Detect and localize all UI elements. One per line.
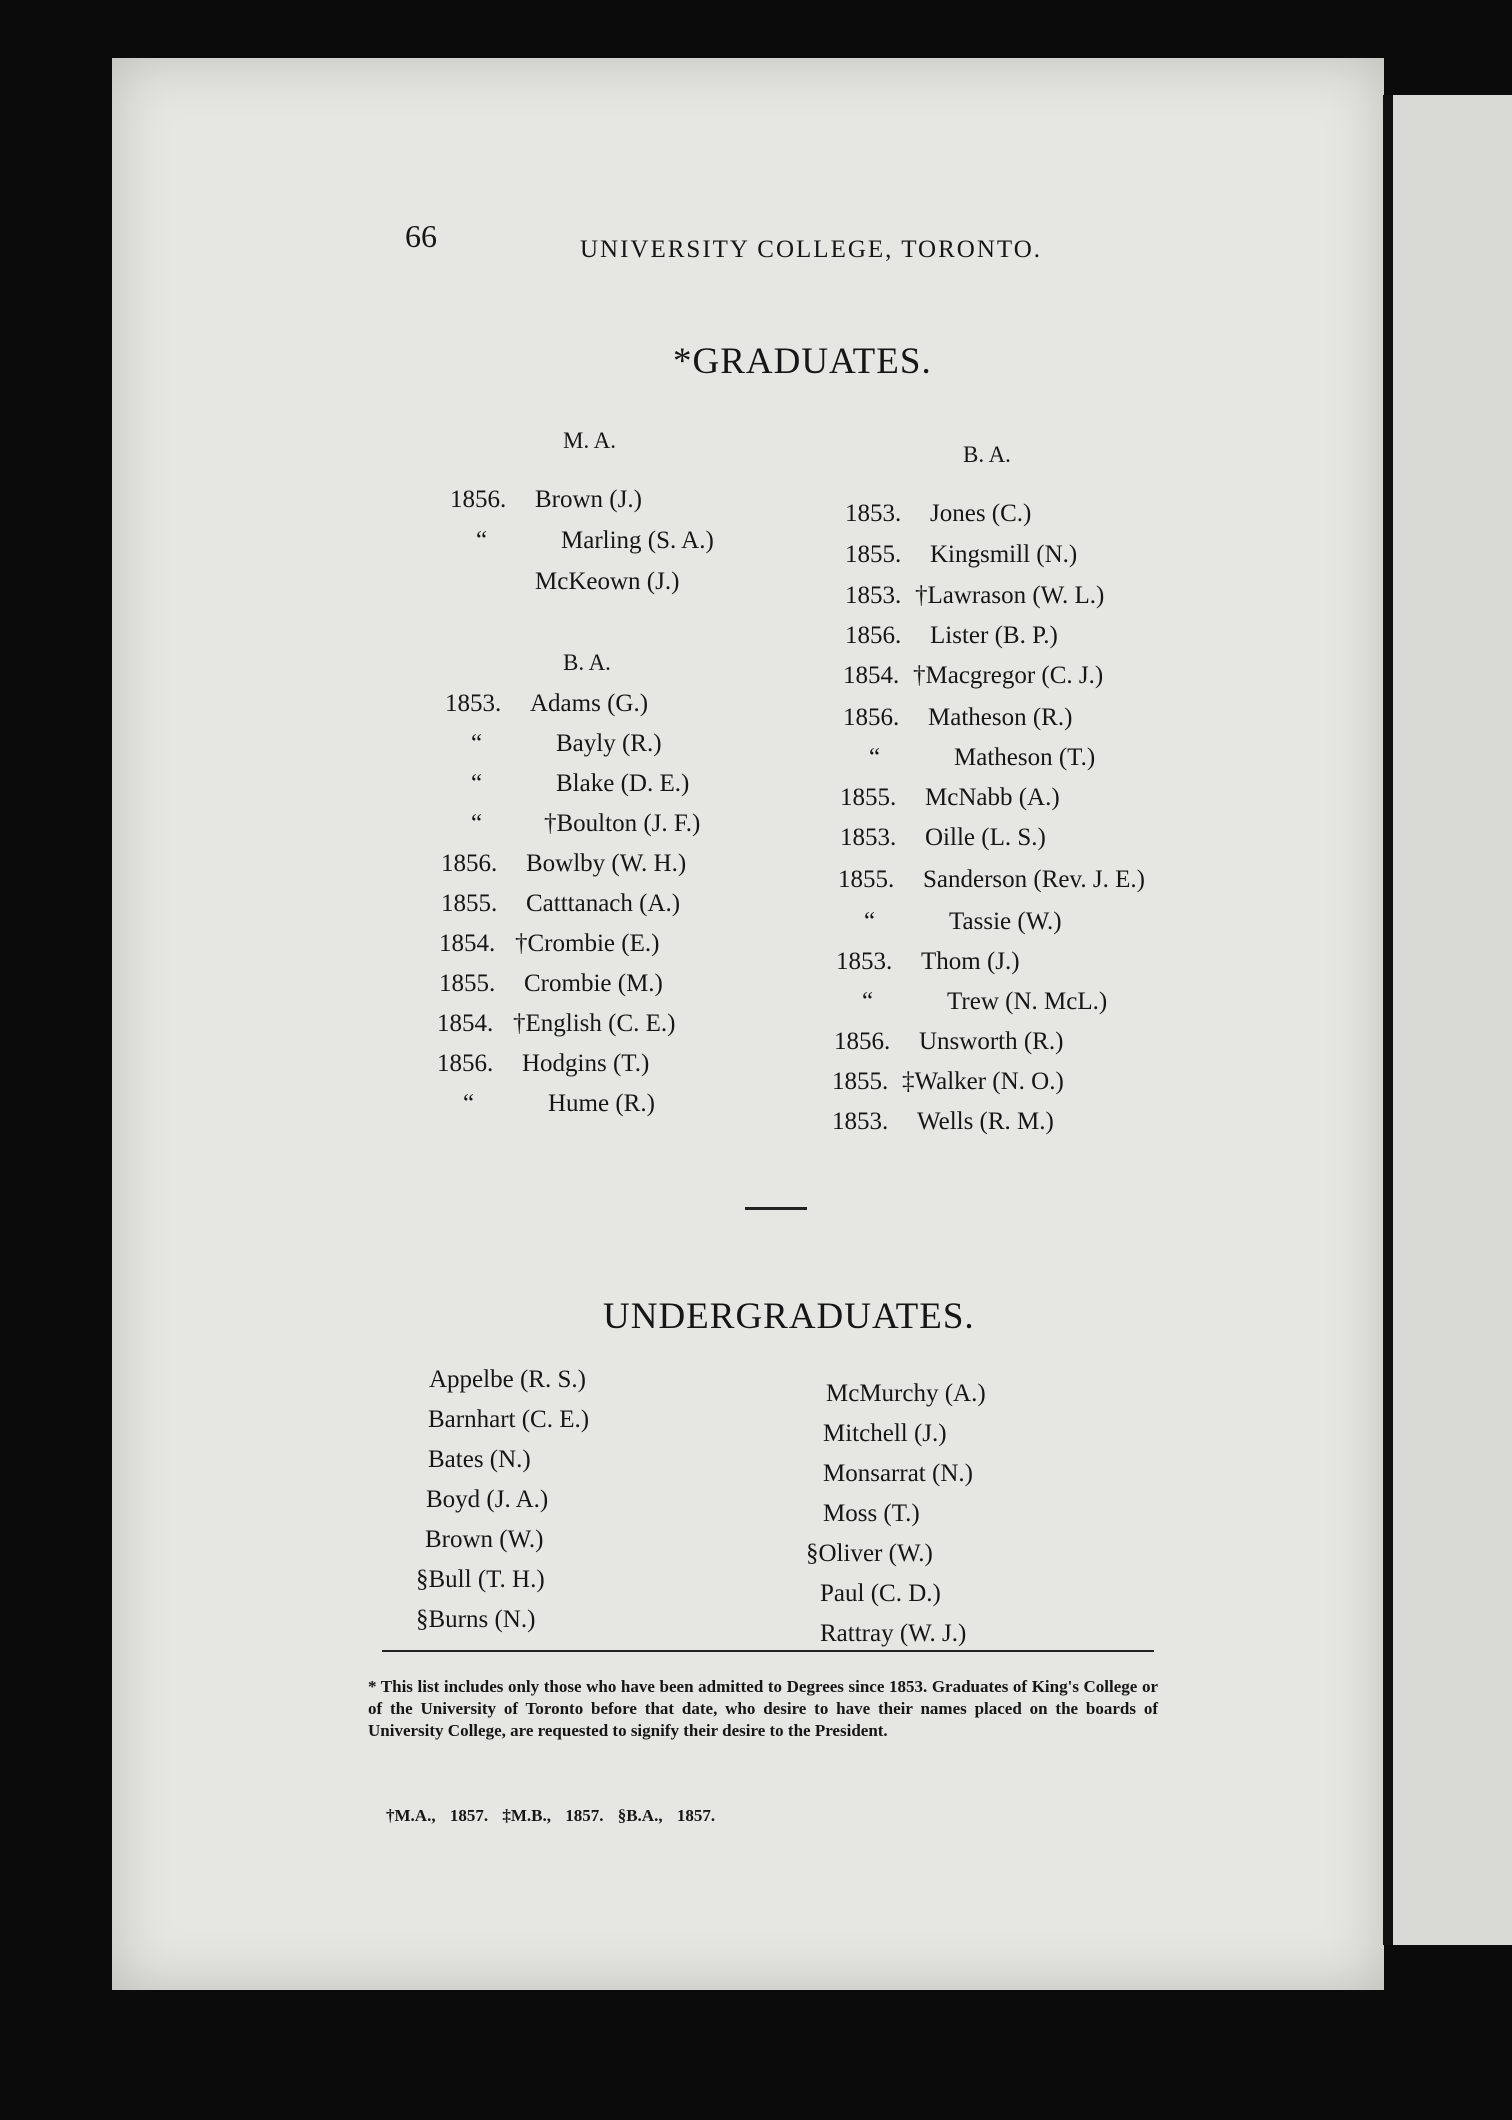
list-item	[445, 684, 648, 724]
list-item	[845, 535, 1077, 575]
entry-year: 1854.	[437, 1010, 494, 1037]
entry-year: 1855.	[845, 541, 902, 568]
list-item	[450, 562, 679, 602]
section-divider	[745, 1207, 807, 1210]
page-edge-line	[1383, 95, 1393, 1945]
entry-name: McNabb (A.)	[925, 784, 1060, 811]
list-item	[450, 521, 714, 561]
list-item	[445, 804, 700, 844]
footnote-rule	[382, 1650, 1154, 1652]
entry-year: 1853.	[845, 500, 902, 527]
entry-name: Blake (D. E.)	[556, 770, 690, 797]
entry-year: 1856.	[437, 1050, 494, 1077]
list-item	[445, 764, 689, 804]
entry-year: 1856.	[843, 704, 900, 731]
entry-year: “	[864, 908, 876, 935]
entry-name: Oille (L. S.)	[925, 824, 1046, 851]
entry-name: Wells (R. M.)	[917, 1108, 1054, 1135]
entry-name: Kingsmill (N.)	[930, 541, 1078, 568]
ma-column-label: M. A.	[563, 428, 617, 453]
entry-name: Bayly (R.)	[556, 730, 662, 757]
list-item	[439, 964, 663, 1004]
list-item	[838, 860, 1145, 900]
entry-name: Tassie (W.)	[949, 908, 1062, 935]
entry-name: Crombie (M.)	[524, 970, 663, 997]
list-item: Appelbe (R. S.)	[429, 1366, 586, 1393]
entry-year: “	[471, 810, 483, 837]
ba-left-column-label: B. A.	[563, 650, 611, 675]
list-item	[845, 576, 1104, 616]
entry-name: Marling (S. A.)	[561, 527, 714, 554]
entry-year: 1855.	[838, 866, 895, 893]
list-item: Moss (T.)	[823, 1500, 920, 1527]
list-item	[836, 982, 1107, 1022]
list-item	[832, 1102, 1054, 1142]
entry-year: 1853.	[845, 582, 902, 609]
list-item: Barnhart (C. E.)	[428, 1406, 590, 1433]
list-item	[437, 1004, 676, 1044]
entry-name: †Macgregor (C. J.)	[913, 662, 1104, 689]
entry-year: 1854.	[439, 930, 496, 957]
list-item: McMurchy (A.)	[826, 1380, 986, 1407]
ba-right-column-label: B. A.	[963, 442, 1011, 467]
entry-year: 1855.	[832, 1068, 889, 1095]
list-item: Mitchell (J.)	[823, 1420, 947, 1447]
list-item	[445, 724, 662, 764]
running-head: UNIVERSITY COLLEGE, TORONTO.	[580, 236, 1043, 263]
entry-year: 1853.	[832, 1108, 889, 1135]
entry-year: 1856.	[845, 622, 902, 649]
list-item	[840, 778, 1060, 818]
entry-year: 1853.	[836, 948, 893, 975]
entry-year: 1855.	[441, 890, 498, 917]
entry-name: Trew (N. McL.)	[947, 988, 1108, 1015]
list-item	[840, 818, 1046, 858]
list-item	[441, 844, 686, 884]
page-number: 66	[405, 218, 437, 254]
list-item: §Oliver (W.)	[806, 1540, 933, 1567]
list-item: Bates (N.)	[428, 1446, 531, 1473]
entry-year: 1855.	[439, 970, 496, 997]
list-item: §Burns (N.)	[416, 1606, 536, 1633]
entry-year: “	[471, 730, 483, 757]
entry-name: †Crombie (E.)	[515, 930, 660, 957]
entry-year: 1856.	[450, 486, 507, 513]
entry-name: Sanderson (Rev. J. E.)	[923, 866, 1145, 893]
list-item: Brown (W.)	[425, 1526, 544, 1553]
list-item	[441, 884, 680, 924]
list-item	[450, 480, 642, 520]
entry-year: “	[869, 744, 881, 771]
entry-year: 1853.	[445, 690, 502, 717]
entry-name: Adams (G.)	[530, 690, 649, 717]
list-item	[845, 494, 1031, 534]
entry-year: “	[862, 988, 874, 1015]
list-item	[834, 1022, 1063, 1062]
entry-year: “	[476, 527, 488, 554]
entry-name: Bowlby (W. H.)	[526, 850, 687, 877]
list-item	[843, 698, 1072, 738]
list-item	[843, 738, 1095, 778]
list-item	[439, 924, 659, 964]
entry-name: Catttanach (A.)	[526, 890, 681, 917]
list-item	[843, 656, 1103, 696]
entry-name: McKeown (J.)	[535, 568, 680, 595]
list-item: Paul (C. D.)	[820, 1580, 941, 1607]
list-item	[437, 1084, 655, 1124]
entry-name: Hume (R.)	[548, 1090, 655, 1117]
list-item	[832, 1062, 1064, 1102]
list-item: Boyd (J. A.)	[426, 1486, 549, 1513]
undergraduates-heading: UNDERGRADUATES.	[603, 1296, 975, 1337]
list-item	[845, 616, 1058, 656]
entry-name: Brown (J.)	[535, 486, 642, 513]
list-item	[836, 942, 1020, 982]
entry-name: Hodgins (T.)	[522, 1050, 650, 1077]
adjacent-page-strip	[1393, 95, 1512, 1945]
entry-name: †English (C. E.)	[513, 1010, 676, 1037]
entry-year: 1856.	[834, 1028, 891, 1055]
entry-year: 1856.	[441, 850, 498, 877]
entry-name: †Boulton (J. F.)	[544, 810, 701, 837]
entry-year: 1855.	[840, 784, 897, 811]
entry-name: Jones (C.)	[930, 500, 1032, 527]
entry-year: “	[463, 1090, 475, 1117]
list-item: Monsarrat (N.)	[823, 1460, 973, 1487]
list-item	[838, 902, 1062, 942]
footnote: * This list includes only those who have been admitted to Degrees since 1853. Graduates of King's College or of the University of Toronto before that date, who desire to have their names placed on the boards of University College, are requested to signify their desire to the President.	[368, 1677, 1158, 1740]
entry-name: Matheson (R.)	[928, 704, 1073, 731]
list-item: §Bull (T. H.)	[416, 1566, 545, 1593]
entry-name: Unsworth (R.)	[919, 1028, 1064, 1055]
entry-name: ‡Walker (N. O.)	[902, 1068, 1064, 1095]
entry-name: †Lawrason (W. L.)	[915, 582, 1105, 609]
list-item: Rattray (W. J.)	[820, 1620, 967, 1647]
entry-name: Thom (J.)	[921, 948, 1020, 975]
symbol-legend: †M.A., 1857. ‡M.B., 1857. §B.A., 1857.	[386, 1806, 716, 1825]
entry-year: “	[471, 770, 483, 797]
entry-year: 1853.	[840, 824, 897, 851]
entry-year: 1854.	[843, 662, 900, 689]
entry-name: Lister (B. P.)	[930, 622, 1058, 649]
list-item	[437, 1044, 649, 1084]
entry-name: Matheson (T.)	[954, 744, 1096, 771]
graduates-heading: *GRADUATES.	[673, 341, 932, 382]
